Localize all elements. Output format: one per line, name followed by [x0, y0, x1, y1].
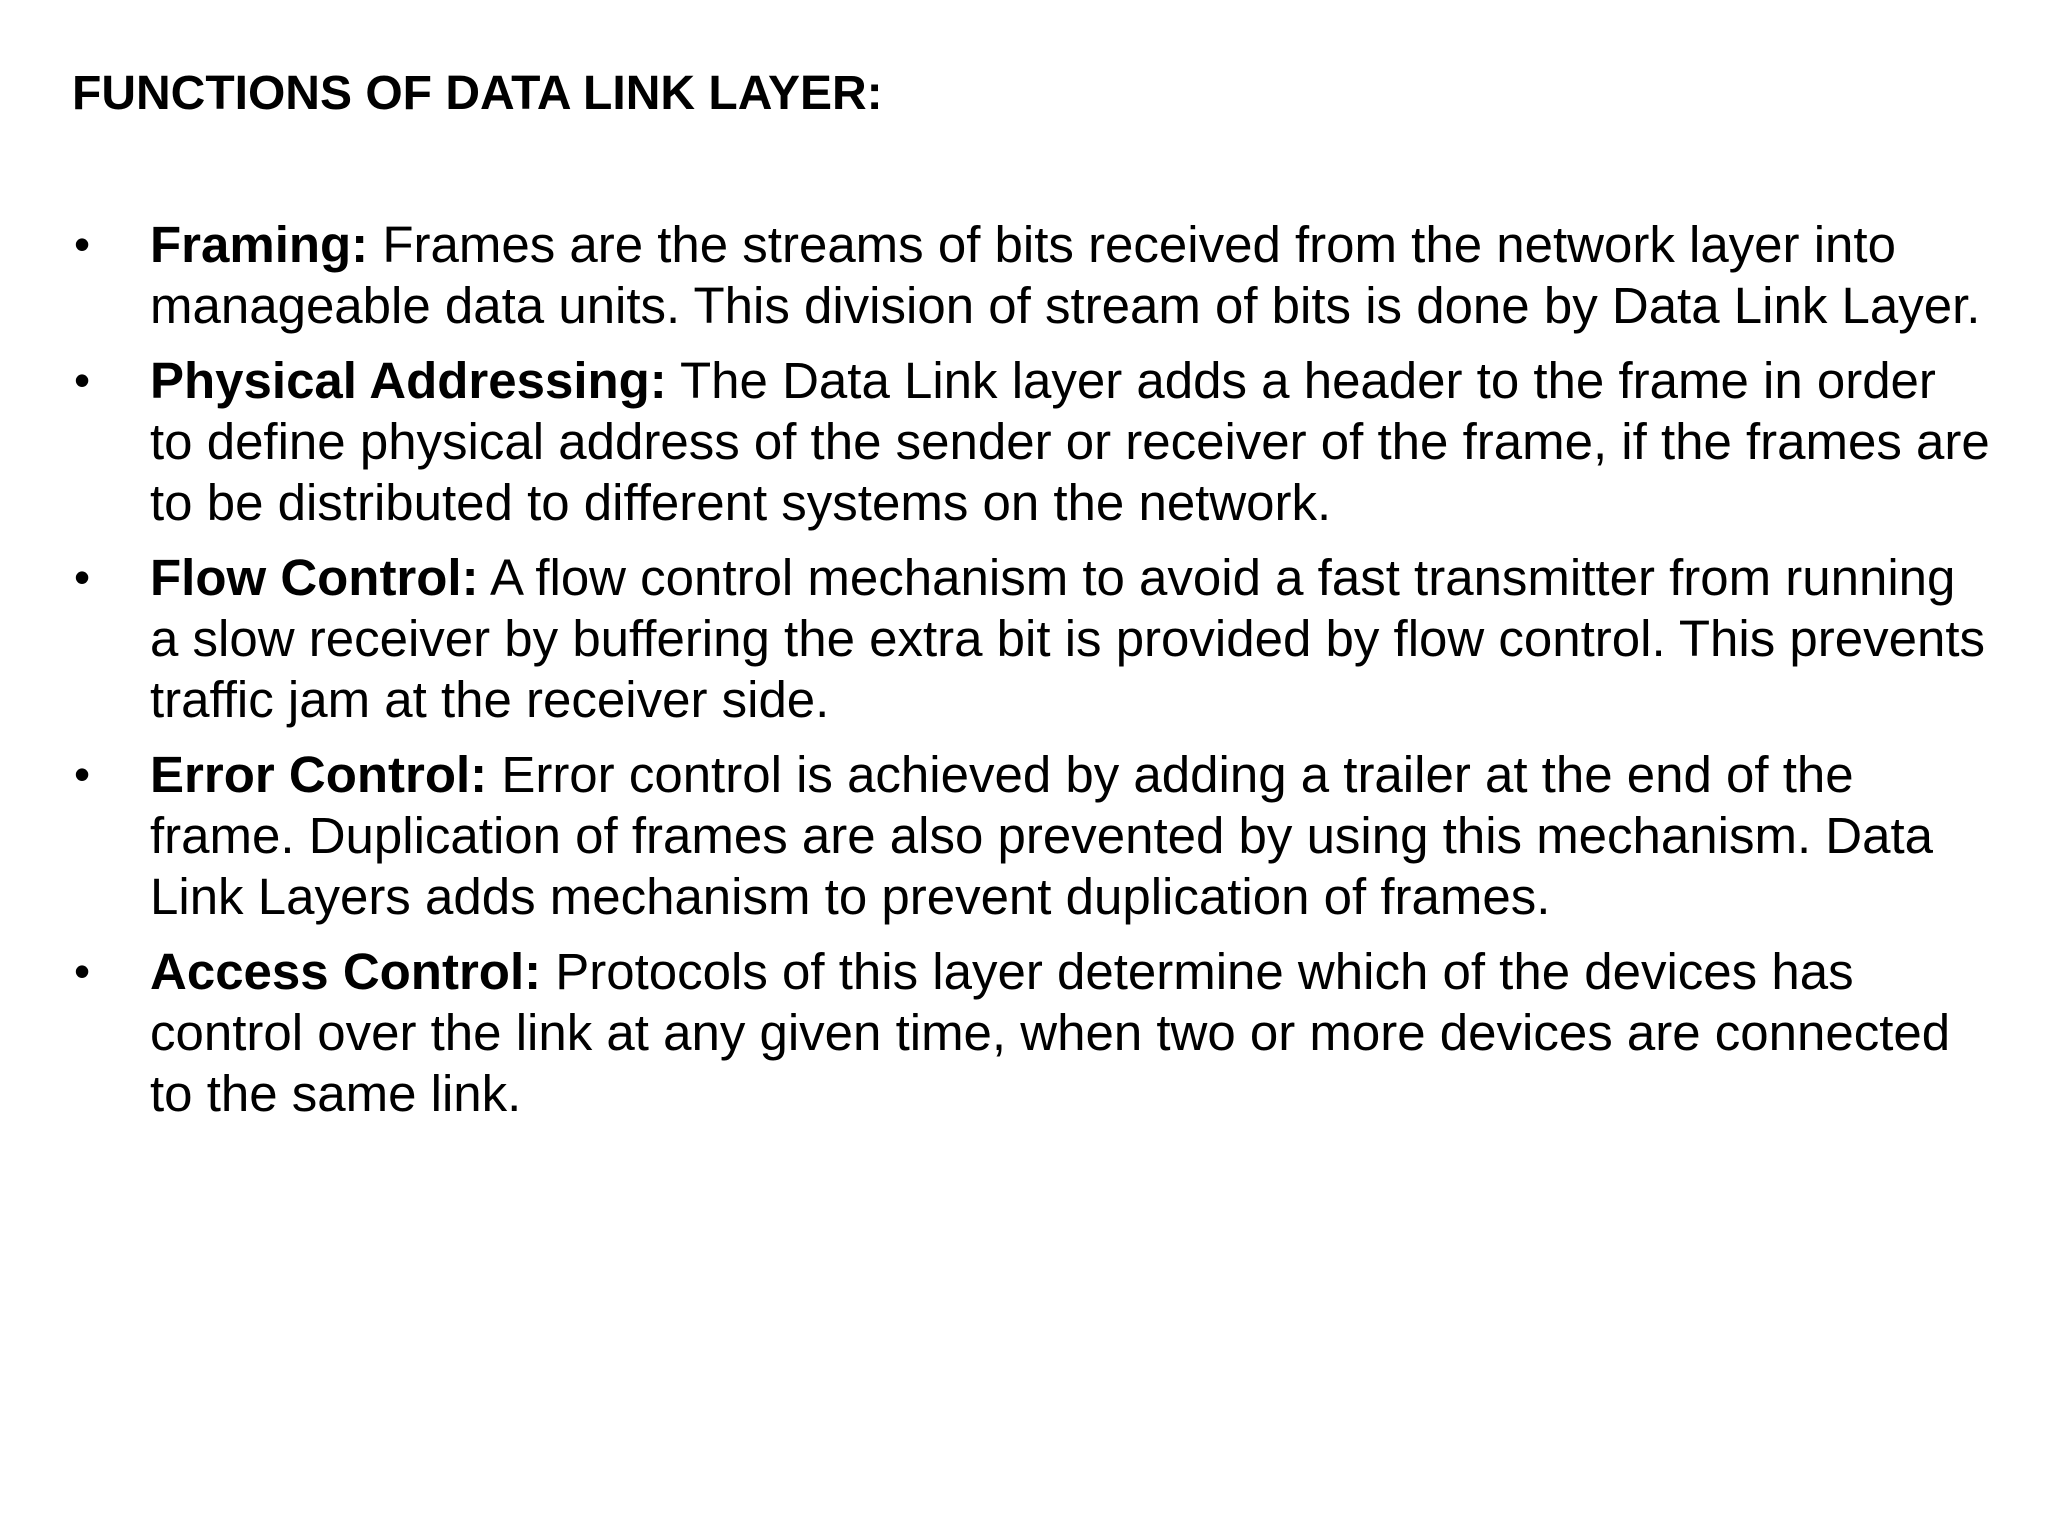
- bullet-term: Physical Addressing:: [150, 352, 667, 409]
- bullet-item-access-control: [72, 941, 1992, 1124]
- bullet-text: A flow control mechanism to avoid a fast transmitter from running a slow receiver by buffering the extra bit is provided by flow control. This prevents traffic jam at the receiver side.: [150, 549, 1986, 728]
- bullet-term: Flow Control:: [150, 549, 479, 606]
- bullet-item-framing: [72, 214, 1992, 336]
- bullet-dot-icon: •: [74, 218, 91, 270]
- bullet-dot-icon: •: [74, 748, 91, 800]
- bullet-list: [72, 214, 1992, 1138]
- bullet-text: The Data Link layer adds a header to the frame in order to define physical address of the sender or receiver of the frame, if the frames are to be distributed to different systems on the network.: [150, 352, 1990, 531]
- bullet-item-error-control: [72, 744, 1992, 927]
- bullet-text: Protocols of this layer determine which of the devices has control over the link at any given time, when two or more devices are connected to the same link.: [150, 943, 1951, 1122]
- bullet-term: Access Control:: [150, 943, 542, 1000]
- bullet-item-physical-addressing: [72, 350, 1992, 533]
- bullet-term: Framing:: [150, 216, 369, 273]
- bullet-text: Error control is achieved by adding a trailer at the end of the frame. Duplication of frames are also prevented by using this mechanism. Data Link Layers adds mechanism to prevent duplication of frames.: [150, 746, 1934, 925]
- bullet-dot-icon: •: [74, 551, 91, 603]
- slide-title: FUNCTIONS OF DATA LINK LAYER:: [72, 67, 883, 120]
- bullet-text: Frames are the streams of bits received from the network layer into manageable data units. This division of stream of bits is done by Data Link Layer.: [150, 216, 1981, 334]
- bullet-dot-icon: •: [74, 354, 91, 406]
- bullet-term: Error Control:: [150, 746, 488, 803]
- bullet-dot-icon: •: [74, 945, 91, 997]
- bullet-item-flow-control: [72, 547, 1992, 730]
